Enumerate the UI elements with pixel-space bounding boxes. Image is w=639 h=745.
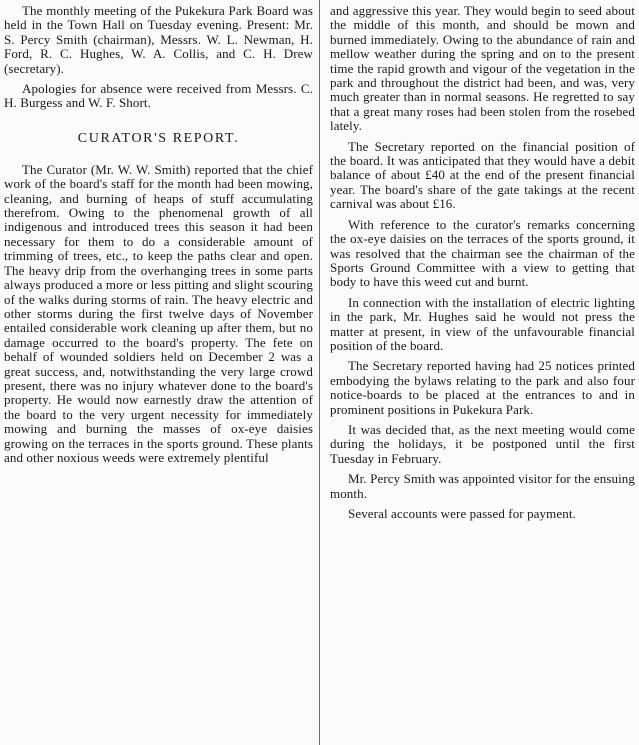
continuation-paragraph: and aggressive this year. They would begin to seed about the middle of this month, and should be mown and burned immediately. Owing to the abundance of rain and mellow weather during the spring and on to the present time the rapid growth and vigour of the vegetation in the park and throughout the district had been, and was, very much greater than in normal seasons. He regretted to say that a great many roses had been stolen from the rosebed lately. [330,4,635,134]
left-column [4,4,313,745]
notices-paragraph: The Secretary reported having had 25 notices printed embodying the bylaws relating to the park and also four notice-boards to be placed at the entrances to and in prominent positions in Pukekura Park. [330,358,635,417]
right-column [330,4,635,745]
section-heading: CURATOR'S REPORT. [77,130,240,146]
visitor-paragraph: Mr. Percy Smith was appointed visitor for the ensuing month. [330,471,635,501]
curator-report-paragraph: The Curator (Mr. W. W. Smith) reported that the chief work of the board's staff for the month had been mowing, cleaning, and burning of heaps of stuff accumulating therefrom. Owing to the phenomenal growth of all indigenous and introduced trees this season it had been necessary for them to do a considerable amount of trimming of trees, etc., to keep the paths clear and open. The heavy drip from the overhanging trees in some parts always produced a more or less pitting and slight scouring of the walks during storms of rain. The heavy electric and other storms during the first twelve days of November entailed considerable work cleaning up after them, but no damage occurred to the board's property. The fete on behalf of wounded soldiers held on December 2 was a great success, and, notwithstanding the very large crowd present, there was no injury whatever done to the board's property. He would now earnestly draw the attention of the board to the very urgent necessity for immediately mowing and burning the masses of ox-eye daisies growing on the terraces in the sports ground. These plants and other noxious weeds were extremely plentiful [4,161,313,465]
meeting-paragraph: The monthly meeting of the Pukekura Park Board was held in the Town Hall on Tuesday evening. Present: Mr. S. Percy Smith (chairman), Messrs. W. L. Newman, H. Ford, R. C. Hughes, W. A. Collis, and C. H. Drew (secretary). [4,4,313,76]
postpone-paragraph: It was decided that, as the next meeting would come during the holidays, it be postponed until the first Tuesday in February. [330,421,635,466]
lighting-paragraph: In connection with the installation of electric lighting in the park, Mr. Hughes said he would not press the matter at present, in view of the unfavourable financial position of the board. [330,294,635,353]
column-divider [319,0,320,745]
finance-paragraph: The Secretary reported on the financial position of the board. It was anticipated that they would have a debit balance of about £40 at the end of the present financial year. The board's share of the gate takings at the recent carnival was about £16. [330,138,635,212]
accounts-paragraph: Several accounts were passed for payment. [348,506,576,521]
daisies-paragraph: With reference to the curator's remarks concerning the ox-eye daisies on the terraces of the sports ground, it was resolved that the chairman see the chairman of the Sports Ground Committee with a view to getting that body to have this weed cut and burnt. [330,216,635,290]
apologies-paragraph: Apologies for absence were received from Messrs. C. H. Burgess and W. F. Short. [4,81,313,111]
